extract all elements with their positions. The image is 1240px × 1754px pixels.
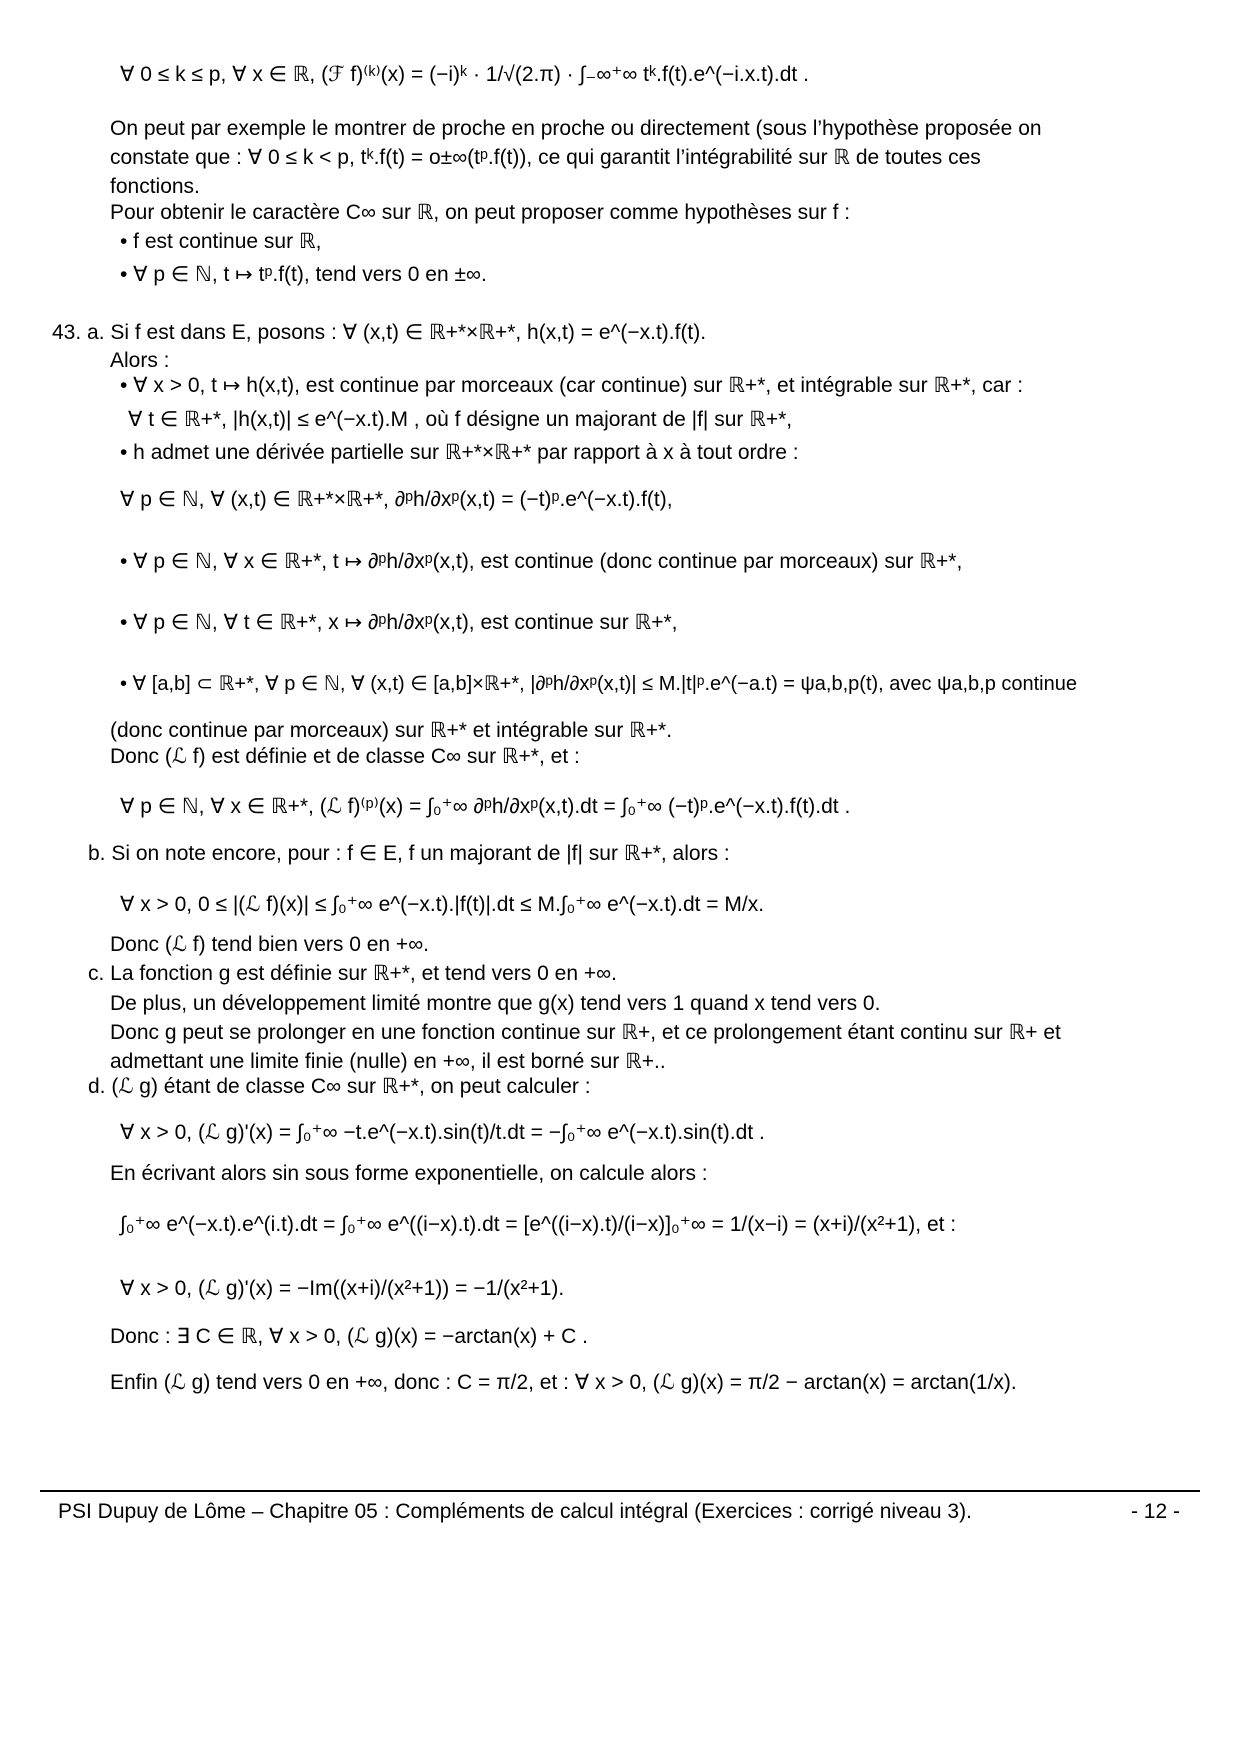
- line-29: En écrivant alors sin sous forme exponentielle, on calcule alors :: [110, 1162, 708, 1185]
- line-13: ∀ p ∈ ℕ, ∀ (x,t) ∈ ℝ+*×ℝ+*, ∂ᵖh/∂xᵖ(x,t) = (−t)ᵖ.e^(−x.t).f(t),: [120, 488, 673, 511]
- line-17: (donc continue par morceaux) sur ℝ+* et intégrable sur ℝ+*.: [110, 719, 673, 742]
- line-19: ∀ p ∈ ℕ, ∀ x ∈ ℝ+*, (ℒ f)⁽ᵖ⁾(x) = ∫₀⁺∞ ∂ᵖh/∂xᵖ(x,t).dt = ∫₀⁺∞ (−t)ᵖ.e^(−x.t).f(t).dt .: [120, 795, 851, 818]
- page-footer: [58, 1500, 1180, 1524]
- line-26: admettant une limite finie (nulle) en +∞, il est borné sur ℝ+..: [110, 1050, 666, 1073]
- line-10: • ∀ x > 0, t ↦ h(x,t), est continue par morceaux (car continue) sur ℝ+*, et intégrable sur ℝ+*, car :: [120, 374, 1024, 397]
- line-01: ∀ 0 ≤ k ≤ p, ∀ x ∈ ℝ, (ℱ f)⁽ᵏ⁾(x) = (−i)ᵏ · 1/√(2.π) · ∫₋∞⁺∞ tᵏ.f(t).e^(−i.x.t).dt .: [120, 63, 809, 86]
- footer-divider: [40, 1490, 1200, 1492]
- footer-title: PSI Dupuy de Lôme – Chapitre 05 : Compléments de calcul intégral (Exercices : corrigé niveau 3).: [58, 1500, 972, 1523]
- line-27: d. (ℒ g) étant de classe C∞ sur ℝ+*, on peut calculer :: [88, 1075, 591, 1098]
- line-32: Donc : ∃ C ∈ ℝ, ∀ x > 0, (ℒ g)(x) = −arctan(x) + C .: [110, 1325, 588, 1348]
- line-14: • ∀ p ∈ ℕ, ∀ x ∈ ℝ+*, t ↦ ∂ᵖh/∂xᵖ(x,t), est continue (donc continue par morceaux) sur ℝ+*,: [120, 550, 963, 573]
- line-30: ∫₀⁺∞ e^(−x.t).e^(i.t).dt = ∫₀⁺∞ e^((i−x).t).dt = [e^((i−x).t)/(i−x)]₀⁺∞ = 1/(x−i) = (x+i)/(x²+1), et :: [120, 1213, 957, 1236]
- line-06: • f est continue sur ℝ,: [120, 230, 322, 253]
- line-25: Donc g peut se prolonger en une fonction continue sur ℝ+, et ce prolongement étant continu sur ℝ+ et: [110, 1021, 1061, 1044]
- line-12: • h admet une dérivée partielle sur ℝ+*×ℝ+* par rapport à x à tout ordre :: [120, 441, 799, 464]
- line-21: ∀ x > 0, 0 ≤ |(ℒ f)(x)| ≤ ∫₀⁺∞ e^(−x.t).|f(t)|.dt ≤ M.∫₀⁺∞ e^(−x.t).dt = M/x.: [120, 893, 765, 916]
- line-09: Alors :: [110, 349, 170, 372]
- page-number: - 12 -: [1130, 1500, 1180, 1523]
- line-08: 43. a. Si f est dans E, posons : ∀ (x,t) ∈ ℝ+*×ℝ+*, h(x,t) = e^(−x.t).f(t).: [52, 321, 707, 344]
- line-11: ∀ t ∈ ℝ+*, |h(x,t)| ≤ e^(−x.t).M , où f désigne un majorant de |f| sur ℝ+*,: [128, 408, 793, 431]
- line-28: ∀ x > 0, (ℒ g)'(x) = ∫₀⁺∞ −t.e^(−x.t).sin(t)/t.dt = −∫₀⁺∞ e^(−x.t).sin(t).dt .: [120, 1121, 765, 1144]
- line-03: constate que : ∀ 0 ≤ k < p, tᵏ.f(t) = o±∞(tᵖ.f(t)), ce qui garantit l’intégrabilité sur ℝ de toutes ces: [110, 146, 981, 169]
- line-02: On peut par exemple le montrer de proche en proche ou directement (sous l’hypothèse proposée on: [110, 117, 1042, 140]
- line-31: ∀ x > 0, (ℒ g)'(x) = −Im((x+i)/(x²+1)) = −1/(x²+1).: [120, 1277, 565, 1300]
- line-33: Enfin (ℒ g) tend vers 0 en +∞, donc : C = π/2, et : ∀ x > 0, (ℒ g)(x) = π/2 − arctan(x) = arctan(1/x).: [110, 1371, 1017, 1394]
- line-22: Donc (ℒ f) tend bien vers 0 en +∞.: [110, 933, 429, 956]
- line-07: • ∀ p ∈ ℕ, t ↦ tᵖ.f(t), tend vers 0 en ±∞.: [120, 263, 487, 286]
- line-20: b. Si on note encore, pour : f ∈ E, f un majorant de |f| sur ℝ+*, alors :: [88, 842, 730, 865]
- line-23: c. La fonction g est définie sur ℝ+*, et tend vers 0 en +∞.: [88, 962, 617, 985]
- line-18: Donc (ℒ f) est définie et de classe C∞ sur ℝ+*, et :: [110, 745, 580, 768]
- line-24: De plus, un développement limité montre que g(x) tend vers 1 quand x tend vers 0.: [110, 992, 881, 1015]
- line-04: fonctions.: [110, 175, 200, 198]
- line-15: • ∀ p ∈ ℕ, ∀ t ∈ ℝ+*, x ↦ ∂ᵖh/∂xᵖ(x,t), est continue sur ℝ+*,: [120, 611, 678, 634]
- line-05: Pour obtenir le caractère C∞ sur ℝ, on peut proposer comme hypothèses sur f :: [110, 201, 851, 224]
- line-16: • ∀ [a,b] ⊂ ℝ+*, ∀ p ∈ ℕ, ∀ (x,t) ∈ [a,b]×ℝ+*, |∂ᵖh/∂xᵖ(x,t)| ≤ M.|t|ᵖ.e^(−a.t) = ψa,b,p(t), avec ψa,b,p continue: [120, 673, 1077, 695]
